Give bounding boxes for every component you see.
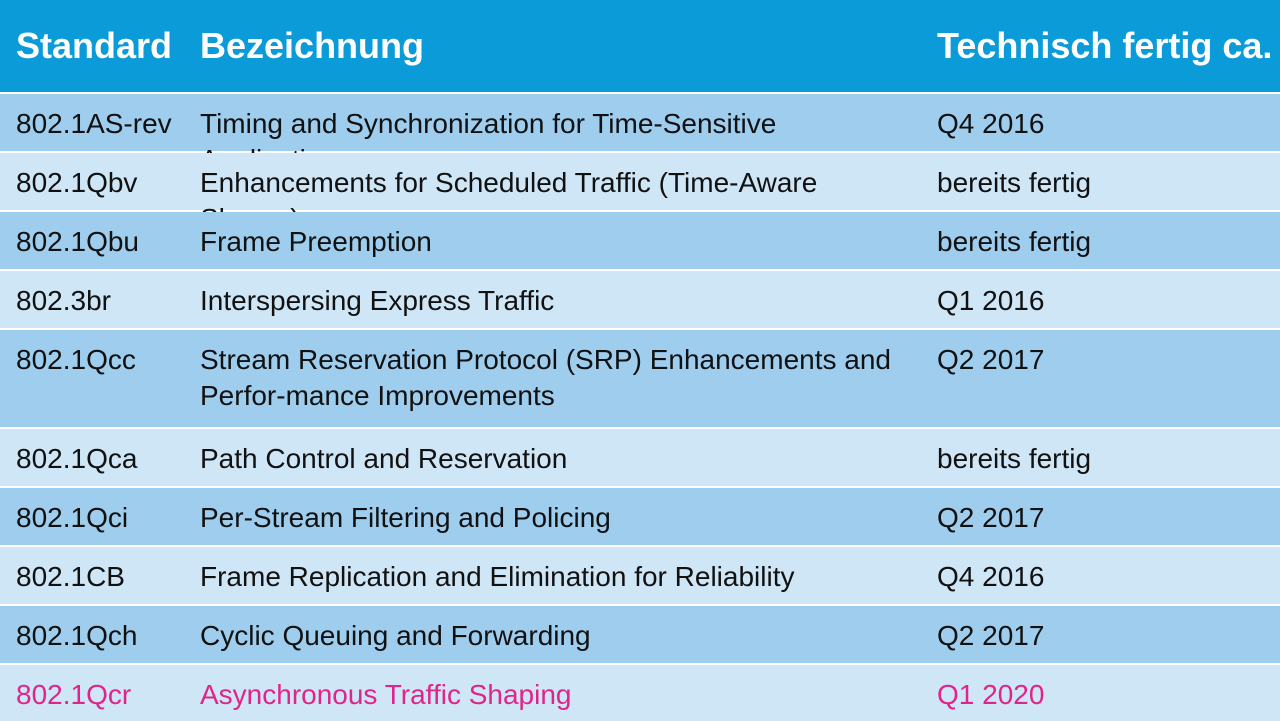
cell-bezeichnung: Interspersing Express Traffic [200, 285, 555, 316]
table-row [0, 606, 1280, 663]
header-standard: Standard [16, 25, 173, 66]
cell-bezeichnung: Asynchronous Traffic Shaping [200, 679, 572, 710]
table-row [0, 488, 1280, 545]
cell-fertig: Q4 2016 [937, 561, 1045, 592]
cell-standard: 802.1Qcr [16, 679, 132, 710]
cell-standard: 802.1AS-rev [16, 108, 172, 139]
cell-bezeichnung: Per-Stream Filtering and Policing [200, 502, 611, 533]
header-technisch-fertig: Technisch fertig ca. [937, 25, 1273, 66]
table-row [0, 94, 1280, 151]
cell-standard: 802.1Qci [16, 502, 129, 533]
cell-standard: 802.3br [16, 285, 111, 316]
cell-bezeichnung: Timing and Synchronization for Time-Sensitive [200, 108, 777, 139]
cell-standard: 802.1Qbv [16, 167, 138, 198]
table-row-highlighted [0, 665, 1280, 721]
cell-fertig: Q4 2016 [937, 108, 1045, 139]
header-bezeichnung: Bezeichnung [200, 25, 425, 66]
cell-standard: 802.1Qbu [16, 226, 139, 257]
cell-bezeichnung: Frame Preemption [200, 226, 432, 257]
cell-standard: 802.1Qch [16, 620, 138, 651]
cell-bezeichnung: Frame Replication and Elimination for Reliability [200, 561, 795, 592]
cell-fertig: Q2 2017 [937, 502, 1045, 533]
cell-fertig: bereits fertig [937, 443, 1092, 474]
table-header [0, 0, 1280, 92]
cell-bezeichnung: Enhancements for Scheduled Traffic (Time-Aware [200, 167, 818, 198]
table-row [0, 153, 1280, 210]
cell-bezeichnung: Path Control and Reservation [200, 443, 568, 474]
table-row [0, 429, 1280, 486]
cell-fertig: Q1 2020 [937, 679, 1045, 710]
cell-bezeichnung: Stream Reservation Protocol (SRP) Enhancements and Perfor-mance Improvements [200, 344, 891, 411]
cell-standard: 802.1Qcc [16, 344, 136, 375]
table-row [0, 547, 1280, 604]
table-row [0, 271, 1280, 328]
cell-fertig: bereits fertig [937, 167, 1092, 198]
cell-standard: 802.1CB [16, 561, 125, 592]
table-row [0, 212, 1280, 269]
table-row [0, 330, 1280, 427]
cell-fertig: Q2 2017 [937, 344, 1045, 375]
cell-fertig: bereits fertig [937, 226, 1092, 257]
cell-fertig: Q2 2017 [937, 620, 1045, 651]
cell-bezeichnung: Cyclic Queuing and Forwarding [200, 620, 591, 651]
cell-fertig: Q1 2016 [937, 285, 1045, 316]
cell-standard: 802.1Qca [16, 443, 138, 474]
